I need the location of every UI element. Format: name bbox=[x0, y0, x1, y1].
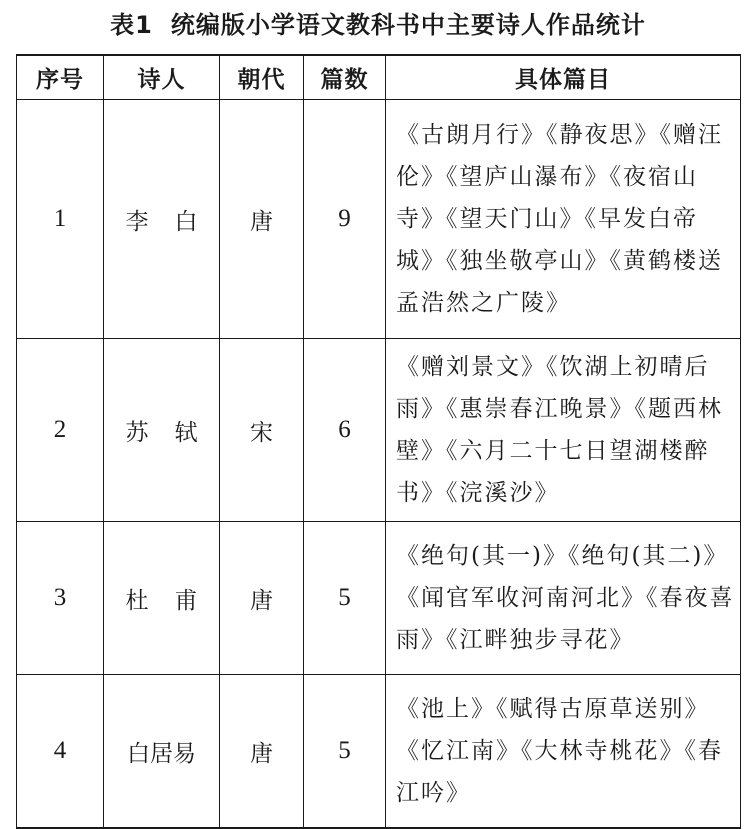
cell-dynasty: 唐 bbox=[220, 522, 304, 675]
poet-name: 杜甫 bbox=[125, 587, 224, 614]
cell-poet bbox=[104, 522, 224, 675]
cell-dynasty: 唐 bbox=[220, 100, 304, 339]
table-row bbox=[17, 339, 741, 522]
header-works: 具体篇目 bbox=[386, 55, 741, 100]
poet-name: 苏轼 bbox=[125, 419, 224, 446]
header-poet: 诗人 bbox=[104, 55, 220, 100]
cell-count: 9 bbox=[304, 100, 386, 339]
header-dynasty: 朝代 bbox=[220, 55, 304, 100]
cell-count: 6 bbox=[304, 339, 386, 522]
poet-name: 李白 bbox=[125, 208, 224, 235]
cell-works: 《赠刘景文》《饮湖上初晴后雨》《惠崇春江晚景》《题西林壁》《六月二十七日望湖楼醉书》《浣溪沙》 bbox=[386, 339, 741, 522]
header-index: 序号 bbox=[17, 55, 104, 100]
cell-poet bbox=[104, 339, 224, 522]
cell-index: 4 bbox=[17, 675, 104, 829]
table-title: 统编版小学语文教科书中主要诗人作品统计 bbox=[170, 11, 646, 39]
poet-statistics-table bbox=[16, 54, 741, 829]
table-caption bbox=[0, 10, 756, 40]
cell-works: 《绝句(其一)》《绝句(其二)》《闻官军收河南河北》《春夜喜雨》《江畔独步寻花》 bbox=[386, 522, 741, 675]
cell-works: 《池上》《赋得古原草送别》《忆江南》《大林寺桃花》《春江吟》 bbox=[386, 675, 741, 829]
table-label: 表1 bbox=[110, 11, 153, 39]
cell-index: 1 bbox=[17, 100, 104, 339]
table-row bbox=[17, 100, 741, 339]
table-row bbox=[17, 522, 741, 675]
cell-poet bbox=[104, 100, 224, 339]
table-header-row bbox=[17, 55, 741, 100]
cell-dynasty: 宋 bbox=[220, 339, 304, 522]
cell-index: 2 bbox=[17, 339, 104, 522]
cell-poet: 白居易 bbox=[104, 675, 220, 829]
cell-count: 5 bbox=[304, 675, 386, 829]
cell-index: 3 bbox=[17, 522, 104, 675]
cell-dynasty: 唐 bbox=[220, 675, 304, 829]
cell-count: 5 bbox=[304, 522, 386, 675]
header-count: 篇数 bbox=[304, 55, 386, 100]
cell-works: 《古朗月行》《静夜思》《赠汪伦》《望庐山瀑布》《夜宿山寺》《望天门山》《早发白帝城》《独坐敬亭山》《黄鹤楼送孟浩然之广陵》 bbox=[386, 100, 741, 339]
table-row bbox=[17, 675, 741, 829]
